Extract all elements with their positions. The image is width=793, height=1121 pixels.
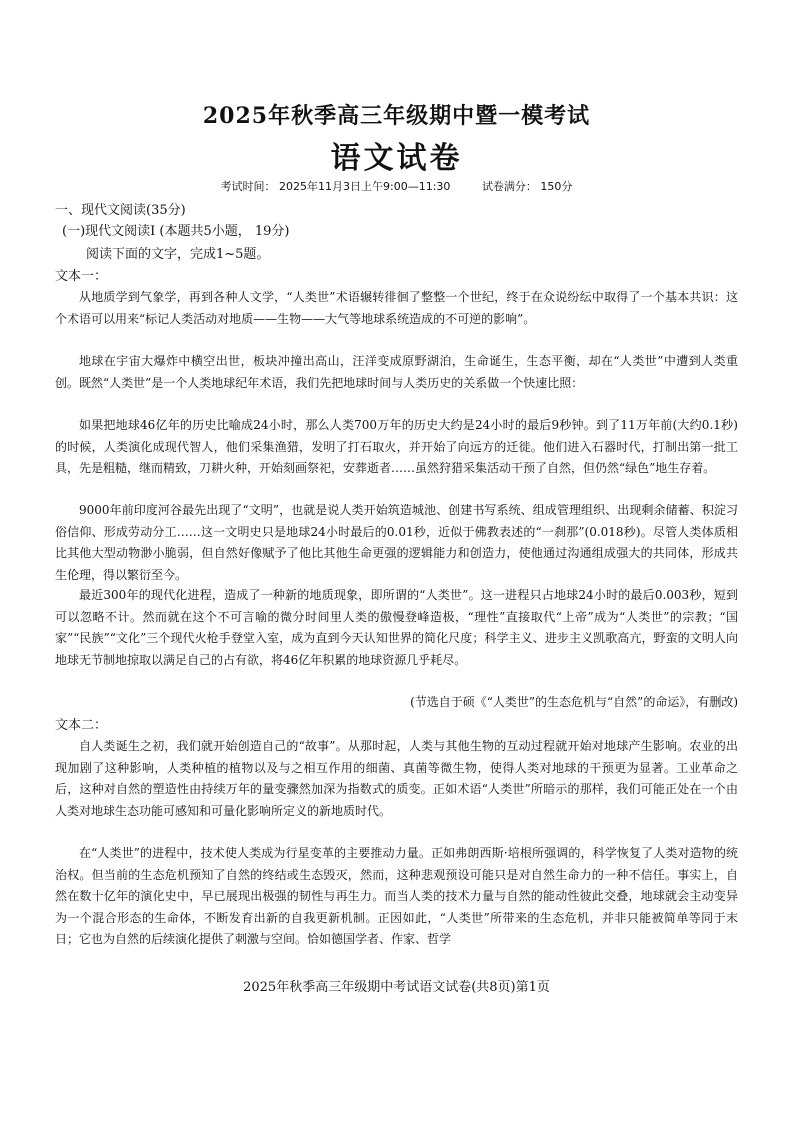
text1-paragraph: 从地质学到气象学，再到各种人文学，“人类世”术语辗转徘徊了整整一个世纪，终于在众说纷纭中取得了一个基本共识：这个术语可以用来“标记人类活动对地质——生物——大气等地球系统造成的不可逆的影响”。 (55, 290, 738, 326)
text2-paragraph: 自人类诞生之初，我们就开始创造自己的“故事”。从那时起，人类与其他生物的互动过程就开始对地球产生影响。农业的出现加剧了这种影响，人类种植的植物以及与之相互作用的细菌、真菌等微生物，使得人类对地球的干预更为显著。工业革命之后，这种对自然的塑造性由持续万年的量变骤然加深为指数式的质变。正如术语“人类世”所暗示的那样，我们可能正处在一个由人类对地球生态功能可感知和可量化影响所定义的新地质时代。 (55, 739, 738, 818)
page-footer: 2025年秋季高三年级期中考试语文试卷(共8页)第1页 (243, 980, 550, 995)
text1-source: (节选自于硕《“人类世”的生态危机与“自然”的命运》，有删改) (410, 695, 738, 709)
exam-time: 考试时间： 2025年11月3日上午9:00—11:30 (220, 180, 451, 193)
text1-label: 文本一： (55, 269, 108, 284)
text2-label: 文本二： (55, 718, 108, 733)
text1-paragraph: 最近300年的现代化进程，造成了一种新的地质现象，即所谓的“人类世”。这一进程只占地球24小时的最后0.003秒，短到可以忽略不计。然而就在这个不可言喻的微分时间里人类的傲慢登峰造极，“理性”直接取代“上帝”成为“人类世”的宗教；“国家”“民族”“文化”三个现代火枪手登堂入室，成为直到今天认知世界的简化尺度；科学主义、进步主义凯歌高亢，野蛮的文明人向地球无节制地掠取以满足自己的占有欲，将46亿年积累的地球资源几乎耗尽。 (55, 588, 738, 667)
exam-info (0, 178, 793, 194)
section-heading: 一、现代文阅读(35分) (55, 203, 186, 218)
exam-title: 2025年秋季高三年级期中暨一模考试 (202, 103, 591, 129)
subject-title: 语文试卷 (330, 141, 463, 176)
text2-paragraph: 在“人类世”的进程中，技术使人类成为行星变革的主要推动力量。正如弗朗西斯·培根所强调的，科学恢复了人类对造物的统治权。但当前的生态危机预知了自然的终结或生态毁灭，然而，这种悲观预设可能只是对自然生命力的一种不信任。事实上，自然在数十亿年的演化史中，早已展现出极强的韧性与再生力。而当人类的技术力量与自然的能动性彼此交叠，地球就会主动变异为一个混合形态的生命体，不断发育出新的自我更新机制。正因如此，“人类世”所带来的生态危机，并非只能被简单等同于末日；它也为自然的后续演化提供了刺激与空间。恰如德国学者、作家、哲学 (55, 846, 738, 946)
text1-paragraph: 地球在宇宙大爆炸中横空出世，板块冲撞出高山，汪洋变成原野湖泊，生命诞生，生态平衡，却在“人类世”中遭到人类重创。既然“人类世”是一个人类地球纪年术语，我们先把地球时间与人类历史的关系做一个快速比照： (55, 354, 738, 390)
text1-paragraph: 9000年前印度河谷最先出现了“文明”，也就是说人类开始筑造城池、创建书写系统、组成管理组织、出现剩余储蓄、积淀习俗信仰、形成劳动分工……这一文明史只是地球24小时最后的0.01秒，近似于佛教表述的“一刹那”(0.018秒)。尽管人类体质相比其他大型动物渺小脆弱，但自然好像赋予了他比其他生命更强的逻辑能力和创造力，使他通过沟通组成强大的共同体，形成共生伦理，得以繁衍至今。 (55, 503, 738, 582)
full-score: 试卷满分： 150分 (481, 180, 573, 193)
reading-instruction: 阅读下面的文字，完成1~5题。 (86, 247, 270, 262)
sub-section-heading: (一)现代文阅读Ⅰ (本题共5小题， 19分) (62, 224, 290, 239)
text1-paragraph: 如果把地球46亿年的历史比喻成24小时，那么人类700万年的历史大约是24小时的最后9秒钟。到了11万年前(大约0.1秒)的时候，人类演化成现代智人，他们采集渔猎，发明了打石取火，并开始了向远方的迁徙。他们进入石器时代，打制出第一批工具，先是粗糙，继而精致，刀耕火种，开始刻画祭祀，安葬逝者……虽然狩猎采集活动干预了自然，但仍然“绿色”地生存着。 (55, 418, 738, 475)
